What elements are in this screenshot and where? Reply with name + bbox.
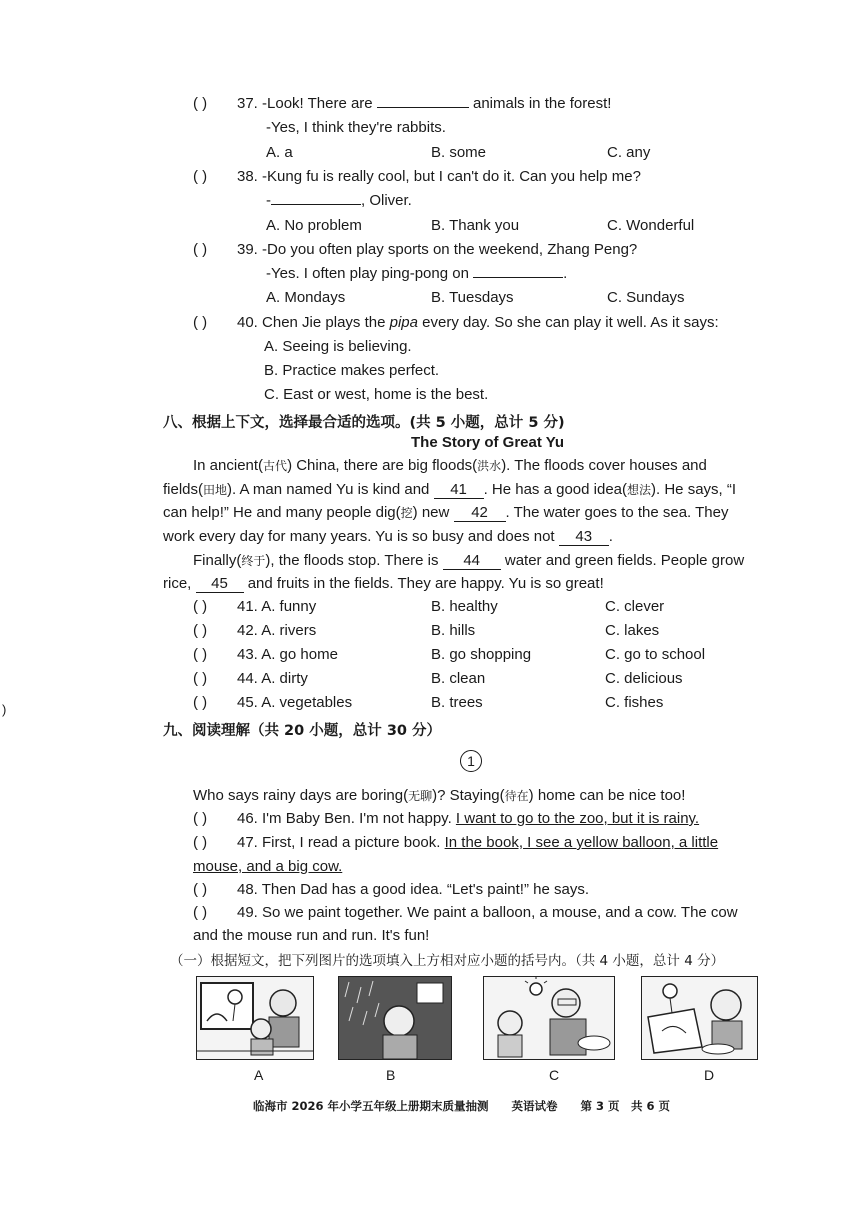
picture-d-picture-book-scene — [642, 977, 757, 1059]
section8-heading: 八、根据上下文，选择最合适的选项。(共 5 小题，总计 5 分) — [163, 415, 565, 431]
q41-answer-paren[interactable]: ( ) — [193, 598, 208, 615]
q48-answer-paren[interactable]: ( ) — [193, 881, 208, 898]
q47-text: 47. First, I read a picture book. In the book, I see a yellow balloon, a little — [237, 834, 719, 851]
q37-blank — [377, 107, 469, 108]
q39-option-a: A. Mondays — [266, 289, 346, 306]
q49-answer-paren[interactable]: ( ) — [193, 904, 208, 921]
q38-option-c: C. Wonderful — [607, 217, 695, 234]
q42-option-b: B. hills — [431, 622, 476, 639]
story-line-1: In ancient(古代) China, there are big floods(洪水). The floods cover houses and — [193, 457, 707, 474]
story-line-3: can help!” He and many people dig(挖) new 42 . The water goes to the sea. They — [163, 504, 729, 521]
picture-a-painting-scene — [197, 977, 313, 1059]
q37-reply: -Yes, I think they're rabbits. — [266, 119, 446, 136]
picture-d — [641, 976, 758, 1060]
q37-question: 37. -Look! There are animals in the forest! — [237, 95, 612, 112]
q47-answer-paren[interactable]: ( ) — [193, 834, 208, 851]
q44-option-a: 44. A. dirty — [237, 670, 308, 687]
q39-option-c: C. Sundays — [607, 289, 685, 306]
q44-option-b: B. clean — [431, 670, 486, 687]
picture-d-label: D — [704, 1067, 715, 1083]
story-line-4: work every day for many years. Yu is so busy and does not 43 . — [163, 528, 613, 545]
q44-answer-paren[interactable]: ( ) — [193, 670, 208, 687]
picture-b — [338, 976, 452, 1060]
q39-question: 39. -Do you often play sports on the weekend, Zhang Peng? — [237, 241, 638, 258]
q39-option-b: B. Tuesdays — [431, 289, 514, 306]
section9-heading: 九、阅读理解（共 20 小题，总计 30 分） — [163, 723, 442, 739]
sub-heading: （一）根据短文，把下列图片的选项填入上方相对应小题的括号内。（共 4 小题，总计 4 分） — [170, 953, 725, 969]
q48-text: 48. Then Dad has a good idea. “Let's paint!” he says. — [237, 881, 589, 898]
q42-option-c: C. lakes — [605, 622, 660, 639]
q37-answer-paren[interactable]: ( ) — [193, 95, 208, 112]
q42-option-a: 42. A. rivers — [237, 622, 317, 639]
q38-reply: - , Oliver. — [266, 192, 412, 209]
blank-44: 44 — [443, 552, 501, 570]
q37-option-a: A. a — [266, 144, 293, 161]
picture-b-label: B — [386, 1067, 396, 1083]
q40-question: 40. Chen Jie plays the pipa every day. So she can play it well. As it says: — [237, 314, 719, 331]
q41-option-c: C. clever — [605, 598, 665, 615]
q43-answer-paren[interactable]: ( ) — [193, 646, 208, 663]
q40-option-a: A. Seeing is believing. — [264, 338, 412, 355]
passage-number-badge: 1 — [460, 750, 482, 772]
q37-option-b: B. some — [431, 144, 487, 161]
q40-answer-paren[interactable]: ( ) — [193, 314, 208, 331]
q39-reply: -Yes. I often play ping-pong on . — [266, 265, 568, 282]
story-title: The Story of Great Yu — [411, 434, 565, 451]
q45-option-b: B. trees — [431, 694, 483, 711]
q37-option-c: C. any — [607, 144, 651, 161]
picture-c-label: C — [549, 1067, 560, 1083]
q38-option-a: A. No problem — [266, 217, 362, 234]
q39-blank — [473, 277, 563, 278]
q39-answer-paren[interactable]: ( ) — [193, 241, 208, 258]
page-footer: 临海市 2026 年小学五年级上册期末质量抽测 英语试卷 第 3 页 共 6 页 — [253, 1099, 671, 1113]
picture-c-idea-scene — [484, 977, 614, 1059]
q43-option-a: 43. A. go home — [237, 646, 338, 663]
margin-mark: ) — [2, 702, 7, 717]
q40-option-b: B. Practice makes perfect. — [264, 362, 440, 379]
q41-option-b: B. healthy — [431, 598, 498, 615]
q45-option-a: 45. A. vegetables — [237, 694, 353, 711]
picture-b-rainy-window-scene — [339, 977, 451, 1059]
q43-option-b: B. go shopping — [431, 646, 532, 663]
q44-option-c: C. delicious — [605, 670, 683, 687]
blank-41: 41 — [434, 481, 484, 499]
q49-text-cont: and the mouse run and run. It's fun! — [193, 927, 430, 944]
q42-answer-paren[interactable]: ( ) — [193, 622, 208, 639]
story-line-5: Finally(终于), the floods stop. There is 44 water and green fields. People grow — [193, 552, 745, 569]
q49-text: 49. So we paint together. We paint a balloon, a mouse, and a cow. The cow — [237, 904, 738, 921]
blank-42: 42 — [454, 504, 506, 522]
story-line-2: fields(田地). A man named Yu is kind and 41 . He has a good idea(想法). He says, “I — [163, 481, 737, 498]
q46-answer-paren[interactable]: ( ) — [193, 810, 208, 827]
blank-45: 45 — [196, 575, 244, 593]
q38-question: 38. -Kung fu is really cool, but I can't do it. Can you help me? — [237, 168, 641, 185]
q40-option-c: C. East or west, home is the best. — [264, 386, 489, 403]
q46-text: 46. I'm Baby Ben. I'm not happy. I want to go to the zoo, but it is rainy. — [237, 810, 700, 827]
q38-option-b: B. Thank you — [431, 217, 520, 234]
picture-c — [483, 976, 615, 1060]
q45-answer-paren[interactable]: ( ) — [193, 694, 208, 711]
blank-43: 43 — [559, 528, 609, 546]
picture-a — [196, 976, 314, 1060]
story-line-6: rice, 45 and fruits in the fields. They are happy. Yu is so great! — [163, 575, 604, 592]
q38-answer-paren[interactable]: ( ) — [193, 168, 208, 185]
q45-option-c: C. fishes — [605, 694, 664, 711]
picture-a-label: A — [254, 1067, 264, 1083]
q43-option-c: C. go to school — [605, 646, 706, 663]
q47-text-cont: mouse, and a big cow. — [193, 858, 343, 875]
q41-option-a: 41. A. funny — [237, 598, 317, 615]
passage-intro: Who says rainy days are boring(无聊)? Staying(待在) home can be nice too! — [193, 787, 686, 804]
q38-blank — [271, 204, 361, 205]
